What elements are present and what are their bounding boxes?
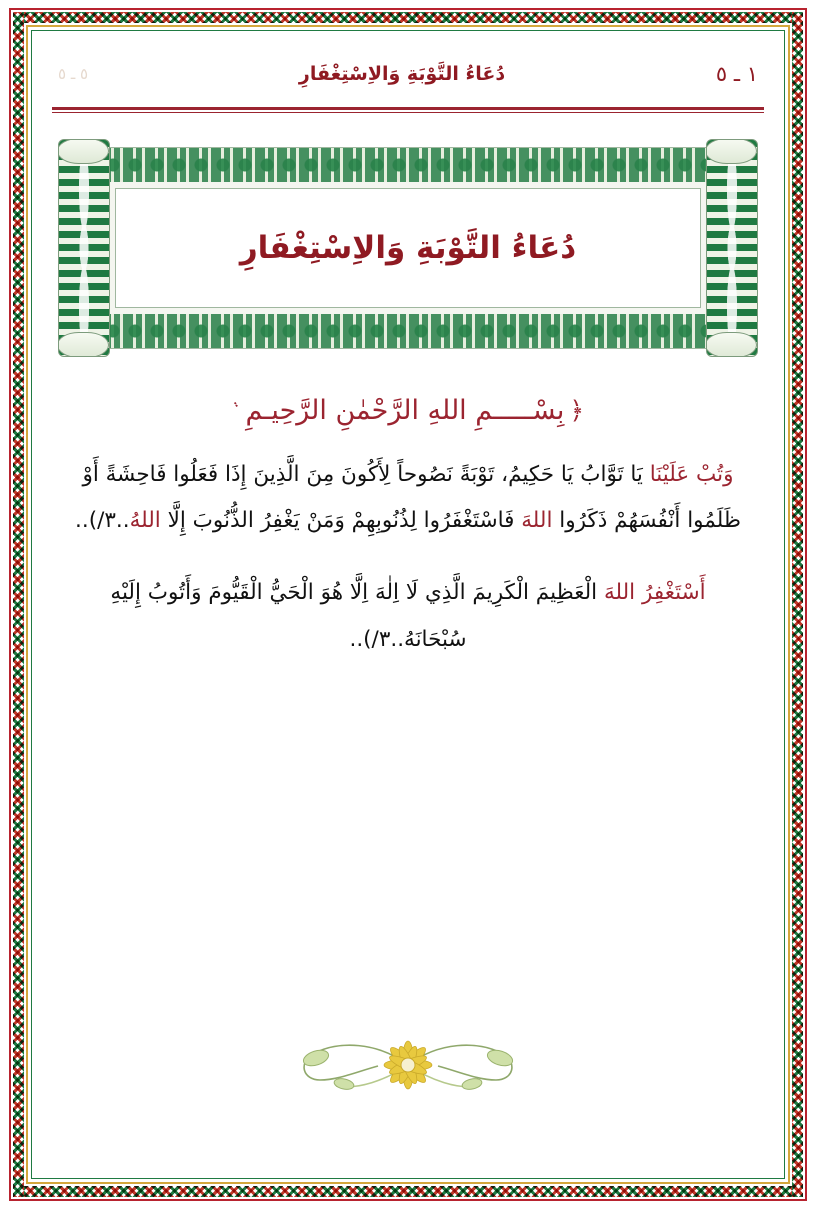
basmalah-block	[36, 395, 780, 426]
title-scroll-banner	[58, 139, 758, 357]
header-rule-thick	[52, 107, 764, 110]
page-header	[36, 35, 780, 95]
text-segment: أَسْتَغْفِرُ اللهَ	[603, 580, 706, 606]
text-segment: وَتُبْ عَلَيْنَا	[649, 462, 734, 487]
paragraph-dua-2	[62, 570, 754, 662]
banner-ornament-band-bottom	[105, 314, 711, 348]
text-segment: الْعَظِيمَ الْكَرِيمَ الَّذِي لَا اِلٰهَ اِلَّا هُوَ الْحَيُّ الْقَيُّومَ وَأَتُوبُ إِلَيْهِ سُبْحَانَهُ..٣/)..	[110, 580, 604, 652]
text-segment: اللهُ	[129, 508, 161, 534]
floral-divider-icon	[258, 1022, 558, 1108]
text-segment: فَاسْتَغْفَرُوا لِذُنُوبِهِمْ وَمَنْ يَغْفِرُ الذُّنُوبَ إِلَّا	[160, 508, 522, 534]
scroll-roll-left-cap-bottom	[58, 332, 109, 357]
scroll-roll-right-cap-top	[706, 139, 757, 164]
text-segment: ..٣/)..	[75, 508, 130, 534]
paragraph-dua-1	[62, 452, 754, 544]
basmalah-ornament-right-icon: ﴿	[569, 396, 585, 425]
text-segment: يَا تَوَّابُ يَا حَكِيمُ، تَوْبَةً نَصُوحاً لِأَكُونَ مِنَ الَّذِينَ إِذَا فَعَلُوا فَاحِشَةً أَوْ ظَلَمُوا أَنْفُسَهُمْ ذَكَرُوا	[82, 462, 741, 534]
basmalah-text: بِسْـــــمِ اللهِ الرَّحْمٰنِ الرَّحِيـمِ	[245, 395, 565, 426]
scroll-roll-left	[58, 139, 110, 357]
scroll-roll-right-cap-bottom	[706, 332, 757, 357]
page-content	[36, 35, 780, 1174]
header-rule-thin	[52, 112, 764, 113]
chapter-title: دُعَاءُ التَّوْبَةِ وَالاِسْتِغْفَارِ	[239, 230, 577, 266]
body-text	[62, 452, 754, 663]
scroll-roll-left-cap-top	[58, 139, 109, 164]
footer-ornament	[36, 1022, 780, 1112]
basmalah-ornament-left-icon: ﮽	[231, 396, 241, 425]
running-title: دُعَاءُ التَّوْبَةِ وَالاِسْتِغْفَارِ	[298, 63, 506, 85]
banner-panel	[104, 147, 712, 349]
text-segment: اللهَ	[521, 508, 553, 534]
page-number: ١ ـ ٥	[715, 62, 758, 86]
banner-ornament-band-top	[105, 148, 711, 182]
scroll-roll-right	[706, 139, 758, 357]
header-watermark: ٥ ـ ٥	[58, 65, 89, 83]
banner-inner-panel	[115, 188, 701, 308]
